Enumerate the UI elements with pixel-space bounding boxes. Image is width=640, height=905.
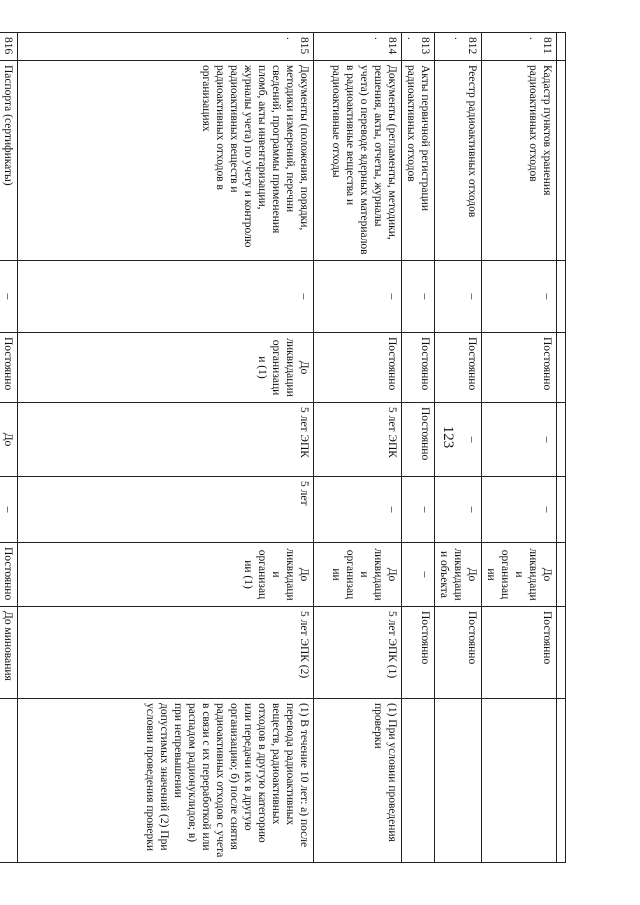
retention-cell: – [0,477,17,543]
row-number: 811. [481,33,556,61]
retention-cell: Постоянно [313,333,401,403]
document-name: Кадастр пунктов хранения радиоактивных отходов [481,61,556,261]
document-name: Паспорта (сертификаты) [0,61,17,261]
retention-cell: – [401,543,434,607]
table-row [17,33,313,863]
retention-cell: 5 лет ЭПК (2) [17,607,313,699]
note-cell [434,699,481,863]
table-row [401,33,434,863]
document-name: Документы (регламенты, методики, решения, акты, отчеты, журналы учета) о переводе ядерных материалов в радиоактивные вещества и радиоактивные отходы [313,61,401,261]
table-row [434,33,481,863]
retention-cell: – [434,403,481,477]
retention-cell: – [434,477,481,543]
note-cell: (1) При условии проведения проверки [313,699,401,863]
row-number: 815. [17,33,313,61]
row-number: 813. [401,33,434,61]
retention-cell: – [481,261,556,333]
retention-cell: До ликвидации объекта [434,543,481,607]
retention-cell: Постоянно [401,333,434,403]
retention-cell: Постоянно [401,403,434,477]
retention-cell: – [0,261,17,333]
table-row [313,33,401,863]
retention-cell: – [401,477,434,543]
row-number: 812. [434,33,481,61]
retention-cell: Постоянно [0,333,17,403]
retention-cell: Постоянно [434,333,481,403]
row-number: 814. [313,33,401,61]
retention-cell: До минования [0,607,17,699]
retention-cell: До ликвидации организации [481,543,556,607]
document-name: Документы (положения, порядки, методики измерений, перечни сведений, программы применения пломб, акты инвентаризации, журналы учета) по учету и контролю радиоактивных веществ и радиоактивных отходов в организациях [17,61,313,261]
rotated-page [1,32,566,862]
note-cell: (1) В течение 10 лет: а) после перевода радиоактивных веществ, радиоактивных отходов в другую категорию или передачи их в другую организацию; б) после снятия радиоактивных отходов с учета в связи с их переработкой или распадом радионуклидов; в) при непревышении допустимых значений (2) При условии проведения проверки [17,699,313,863]
page-number: 123 [440,425,456,449]
retention-cell: До [0,403,17,477]
retention-cell: 5 лет [17,477,313,543]
retention-cell: До ликвидации организации [313,543,401,607]
retention-cell: Постоянно [481,333,556,403]
retention-cell: Постоянно [401,607,434,699]
retention-cell: 5 лет ЭПК (1) [313,607,401,699]
retention-table [0,32,566,863]
retention-cell: Постоянно [0,543,17,607]
retention-cell: До ликвидации организации (1) [17,543,313,607]
retention-cell: – [481,403,556,477]
table-row [0,33,17,863]
retention-cell: – [481,477,556,543]
document-name: Акты первичной регистрации радиоактивных отходов [401,61,434,261]
table-row [481,33,556,863]
note-cell [401,699,434,863]
retention-cell: – [313,477,401,543]
note-cell [0,699,17,863]
retention-cell: До ликвидации организации (1) [17,333,313,403]
retention-cell: – [17,261,313,333]
retention-cell: – [434,261,481,333]
table-header-strip [557,33,566,863]
retention-cell: Постоянно [434,607,481,699]
retention-cell: – [401,261,434,333]
retention-cell: 5 лет ЭПК [313,403,401,477]
retention-cell: – [313,261,401,333]
retention-cell: 5 лет ЭПК [17,403,313,477]
retention-cell: Постоянно [481,607,556,699]
document-name: Реестр радиоактивных отходов [434,61,481,261]
note-cell [481,699,556,863]
row-number: 816 [0,33,17,61]
